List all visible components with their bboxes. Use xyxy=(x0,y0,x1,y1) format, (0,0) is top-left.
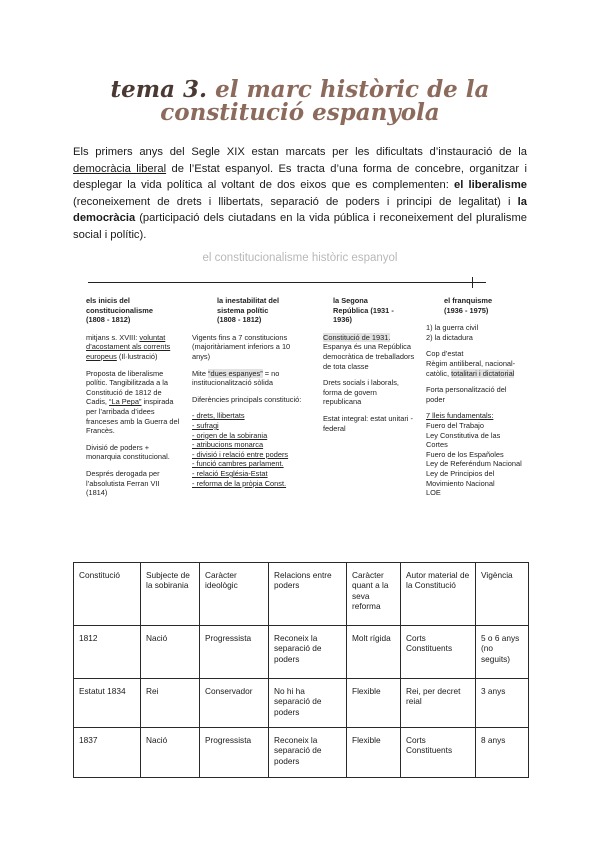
table-cell: 5 o 6 anys (no seguits) xyxy=(476,626,529,679)
democracia-liberal-term: democràcia liberal xyxy=(73,162,167,175)
timeline-column-franquisme: el franquisme (1936 - 1975) 1) la guerra civil 2) la dictadura Cop d’estat Règim antiliberal, nacional-catòlic, totalitari i dictatorial Forta personalització del poder 7 lleis fundamentals: Fuero del Trabajo Ley Constitutiva de las Cortes Fuero de los Españoles Ley de Referéndum Nacional Ley de Principios del Movimiento Nacional LOE xyxy=(426,296,522,498)
page-title: tema 3. el marc històric de la constitució espanyola xyxy=(110,76,490,126)
list-item: - drets, llibertats xyxy=(192,411,245,421)
list-item: Fuero del Trabajo xyxy=(426,420,484,430)
table-cell: Flexible xyxy=(347,679,401,728)
table-cell: Estatut 1834 xyxy=(74,679,141,728)
constitution-differences-list xyxy=(192,411,310,488)
list-item: Ley de Referéndum Nacional xyxy=(426,459,522,469)
table-cell: Nació xyxy=(141,728,200,778)
table-cell: Molt rígida xyxy=(347,626,401,679)
list-item: - sufragi xyxy=(192,420,219,430)
list-item: - divisió i relació entre poders xyxy=(192,449,289,459)
list-item: - origen de la sobirania xyxy=(192,430,268,440)
list-item: Fuero de los Españoles xyxy=(426,449,504,459)
democracia-term: la democràcia xyxy=(73,195,527,225)
column-heading: la inestabilitat del sistema polític (1808 - 1812) xyxy=(217,296,280,325)
table-cell: Conservador xyxy=(200,679,269,728)
table-cell: 3 anys xyxy=(476,679,529,728)
section-subheading: el constitucionalisme històric espanyol xyxy=(202,252,398,264)
column-header: Constitució xyxy=(74,563,141,626)
table-cell: Corts Constituents xyxy=(401,728,476,778)
list-item: - atribucions monarca xyxy=(192,440,264,450)
table-cell: No hi ha separació de poders xyxy=(269,679,347,728)
list-item: - reforma de la pròpia Const. xyxy=(192,478,287,488)
list-item: Ley Constitutiva de las Cortes xyxy=(426,430,501,450)
column-heading: el franquisme (1936 - 1975) xyxy=(444,296,493,315)
column-header: Vigència xyxy=(476,563,529,626)
column-heading: els inicis del constitucionalisme (1808 - 1812) xyxy=(86,296,153,325)
table-cell: Progressista xyxy=(200,626,269,679)
list-item: LOE xyxy=(426,488,441,498)
constitutions-table xyxy=(73,562,529,778)
table-header-row xyxy=(74,563,529,626)
timeline-tick xyxy=(472,277,473,288)
table-cell: Progressista xyxy=(200,728,269,778)
column-header: Caràcter quant a la seva reforma xyxy=(347,563,401,626)
intro-paragraph: Els primers anys del Segle XIX estan marcats per les dificultats d’instauració de la democràcia liberal de l’Estat espanyol. Es tracta d’una forma de concebre, organitzar i desplegar la vida política al voltant de dos eixos que es complementen: el liberalisme (reconeixement de drets i llibertats, separació de poders i principi de legalitat) i la democràcia (participació dels ciutadans en la vida pública i reconeixement del pluralisme social i polític). xyxy=(73,146,527,241)
table-cell: Reconeix la separació de poders xyxy=(269,626,347,679)
list-item: Ley de Principios del Movimiento Nacional xyxy=(426,468,495,488)
table-cell: 1812 xyxy=(74,626,141,679)
timeline-column-segona-republica: la Segona República (1931 - 1936) Constitució de 1931. Espanya és una República democràtica de treballadors de tota classe Drets socials i laborals, forma de govern republicana Estat integral: estat unitari - federal xyxy=(323,296,417,440)
timeline-axis xyxy=(88,282,486,283)
column-header: Relacions entre poders xyxy=(269,563,347,626)
column-header: Subjecte de la sobirania xyxy=(141,563,200,626)
fundamental-laws-list xyxy=(426,421,522,498)
column-header: Autor material de la Constitució xyxy=(401,563,476,626)
column-heading: la Segona República (1931 - 1936) xyxy=(333,296,394,325)
list-item: - funció cambres parlament. xyxy=(192,459,284,469)
table-cell: Rei, per decret reial xyxy=(401,679,476,728)
table-cell: Rei xyxy=(141,679,200,728)
timeline-column-inicis: els inicis del constitucionalisme (1808 - 1812) mitjans s. XVIII: voluntat d’acostament als corrents europeus (Il·lustració) Proposta de liberalisme polític. Tangibilitzada a la Constitució de 1812 de Cadis, “La Pepa” inspirada per l’arribada d’idees franceses amb la Guerra del Francès. Divisió de poders + monarquia constitucional. Després derogada per l’absolutista Ferran VII (1814) xyxy=(86,296,180,498)
timeline-column-inestabilitat: la inestabilitat del sistema polític (1808 - 1812) Vigents fins a 7 constitucions (majoritàriament inferiors a 10 anys) Mite “dues espanyes” = no institucionalització sòlida Diferències principals constitució: - drets, llibertats - sufragi - origen de la sobirania - atribucions monarca - divisió i relació entre poders - funció cambres parlament. - relació Església-Estat - reforma de la pròpia Const. xyxy=(192,296,310,495)
table-cell: 8 anys xyxy=(476,728,529,778)
liberalisme-term: el liberalisme xyxy=(454,179,527,192)
table-cell: Corts Constituents xyxy=(401,626,476,679)
column-header: Caràcter ideològic xyxy=(200,563,269,626)
table-cell: Nació xyxy=(141,626,200,679)
list-item: - relació Església-Estat xyxy=(192,468,268,478)
table-cell: 1837 xyxy=(74,728,141,778)
table-row xyxy=(74,626,529,679)
table-row xyxy=(74,679,529,728)
table-cell: Flexible xyxy=(347,728,401,778)
table-row xyxy=(74,728,529,778)
table-cell: Reconeix la separació de poders xyxy=(269,728,347,778)
